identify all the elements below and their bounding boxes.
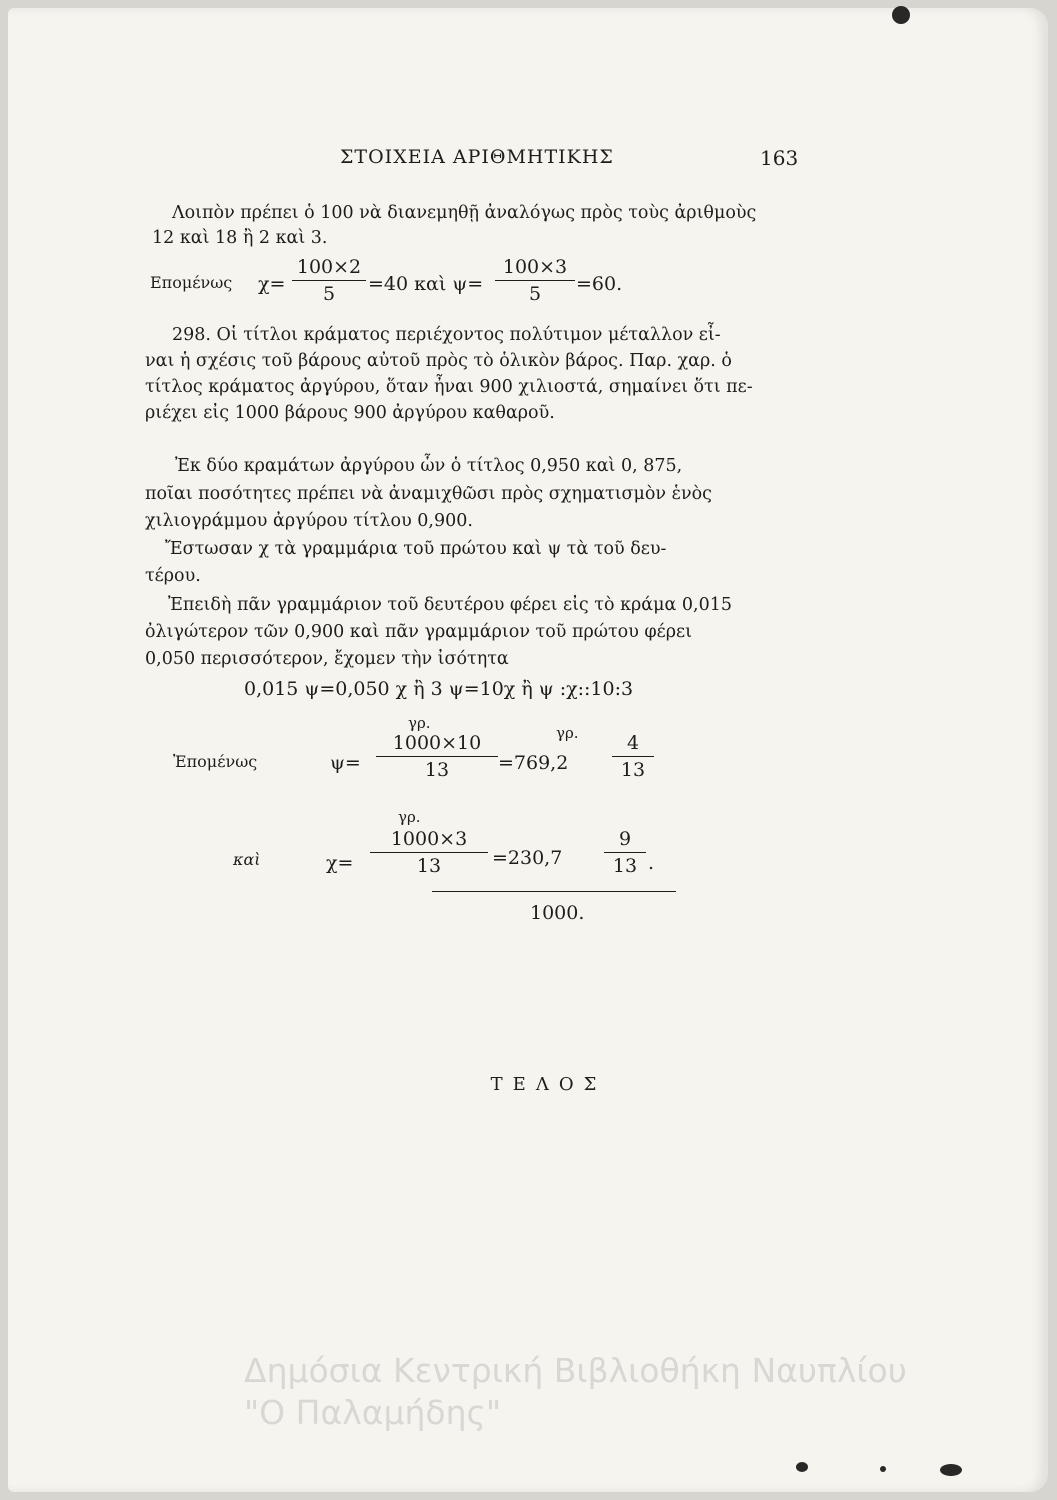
eq2-unit-2: γρ. — [556, 724, 579, 742]
eq2-label: Ἐπομένως — [173, 752, 258, 771]
eq3-fraction — [370, 828, 488, 877]
eq1-numerator-2: 100×3 — [502, 256, 568, 278]
eq1-denominator-2: 5 — [528, 283, 542, 305]
since-line-2: ὀλιγώτερον τῶν 0,900 καὶ πᾶν γραμμάριον τοῦ πρώτου φέρει — [145, 622, 692, 642]
total-sum: 1000. — [530, 902, 585, 924]
ink-spot — [892, 6, 910, 24]
fraction-bar — [376, 756, 498, 757]
fraction-bar — [292, 280, 366, 281]
eq3-remainder-fraction — [604, 828, 646, 877]
eq3-lhs: χ= — [326, 852, 354, 874]
eq1-fraction-1 — [292, 256, 366, 305]
eq2-remainder-fraction — [612, 732, 654, 781]
eq1-result-1: =40 καὶ ψ= — [368, 273, 484, 295]
watermark-line-2: "Ο Παλαμήδης" — [244, 1393, 502, 1432]
eq2-denominator: 13 — [424, 759, 450, 781]
eq2-remainder-denominator: 13 — [620, 759, 646, 781]
eq3-remainder-denominator: 13 — [612, 855, 638, 877]
eq2-remainder-numerator: 4 — [626, 732, 640, 754]
problem-line-3: χιλιογράμμου ἀργύρου τίτλου 0,900. — [145, 511, 473, 531]
fraction-bar — [495, 280, 575, 281]
fraction-bar — [604, 852, 646, 853]
intro-line-2: 12 καὶ 18 ἢ 2 καὶ 3. — [152, 228, 328, 248]
eq3-unit: γρ. — [398, 808, 421, 826]
eq3-denominator: 13 — [416, 855, 442, 877]
eq2-fraction — [376, 732, 498, 781]
eq2-numerator: 1000×10 — [392, 732, 482, 754]
para298-line-4: ριέχει εἰς 1000 βάρους 900 ἀργύρου καθαροῦ. — [145, 403, 555, 423]
eq1-denominator-1: 5 — [322, 283, 336, 305]
eq1-fraction-2 — [495, 256, 575, 305]
equality-line: 0,015 ψ=0,050 χ ἢ 3 ψ=10χ ἢ ψ :χ::10:3 — [244, 678, 634, 700]
problem-line-2: ποῖαι ποσότητες πρέπει νὰ ἀναμιχθῶσι πρὸς σχηματισμὸν ἑνὸς — [145, 484, 712, 504]
running-title: ΣΤΟΙΧΕΙΑ ΑΡΙΘΜΗΤΙΚΗΣ — [340, 146, 614, 168]
eq2-result: =769,2 — [498, 752, 569, 774]
library-watermark — [244, 1350, 907, 1434]
para298-line-2: ναι ἡ σχέσις τοῦ βάρους αὐτοῦ πρὸς τὸ ὁλικὸν βάρος. Παρ. χαρ. ὁ — [145, 351, 732, 371]
page-number: 163 — [760, 146, 799, 170]
eq3-period: . — [648, 852, 655, 874]
para298-line-1: 298. Οἱ τίτλοι κράματος περιέχοντος πολύτιμον μέταλλον εἶ- — [172, 325, 721, 345]
eq1-label: Επομένως — [150, 273, 233, 292]
ink-spot — [796, 1462, 808, 1472]
ink-spot — [940, 1464, 962, 1476]
watermark-line-1: Δημόσια Κεντρική Βιβλιοθήκη Ναυπλίου — [244, 1351, 907, 1390]
sum-rule — [432, 891, 676, 892]
end-mark: ΤΕΛΟΣ — [490, 1074, 607, 1095]
eq1-numerator-1: 100×2 — [296, 256, 362, 278]
let-line-2: τέρου. — [145, 566, 201, 586]
fraction-bar — [612, 756, 654, 757]
eq2-unit: γρ. — [408, 714, 431, 732]
since-line-3: 0,050 περισσότερον, ἔχομεν τὴν ἰσότητα — [145, 649, 509, 669]
since-line-1: Ἐπειδὴ πᾶν γραμμάριον τοῦ δευτέρου φέρει εἰς τὸ κράμα 0,015 — [168, 595, 732, 615]
ink-spot — [880, 1466, 886, 1472]
let-line-1: Ἔστωσαν χ τὰ γραμμάρια τοῦ πρώτου καὶ ψ τὰ τοῦ δευ- — [165, 539, 667, 559]
eq3-result: =230,7 — [492, 847, 563, 869]
fraction-bar — [370, 852, 488, 853]
problem-line-1: Ἐκ δύο κραμάτων ἀργύρου ὧν ὁ τίτλος 0,950 καὶ 0, 875, — [175, 456, 683, 476]
eq3-remainder-numerator: 9 — [618, 828, 632, 850]
eq2-lhs: ψ= — [330, 752, 361, 774]
eq3-numerator: 1000×3 — [390, 828, 468, 850]
para298-line-3: τίτλος κράματος ἀργύρου, ὅταν ἦναι 900 χιλιοστά, σημαίνει ὅτι πε- — [145, 377, 753, 397]
eq3-label: καὶ — [233, 850, 261, 869]
eq1-lhs: χ= — [258, 273, 286, 295]
eq1-result-2: =60. — [576, 273, 623, 295]
intro-line-1: Λοιπὸν πρέπει ὁ 100 νὰ διανεμηθῇ ἀναλόγως πρὸς τοὺς ἀριθμοὺς — [172, 203, 757, 223]
